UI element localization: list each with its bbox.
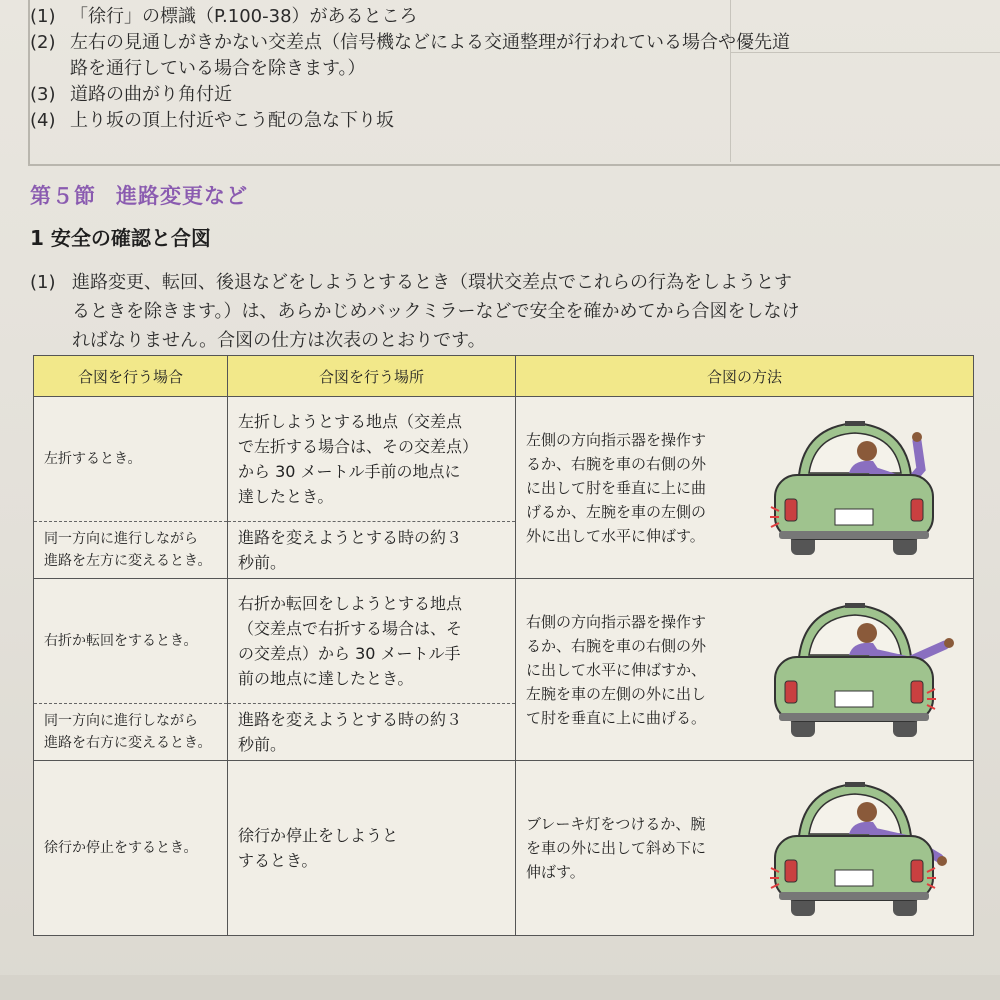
list-text: 道路の曲がり角付近 bbox=[70, 84, 232, 105]
method-line: げるか、左腕を車の左側の bbox=[526, 502, 707, 521]
method-line: て肘を垂直に上に曲げる。 bbox=[526, 708, 707, 727]
header-case: 合図を行う場合 bbox=[34, 356, 228, 397]
place-line: 徐行か停止をしようと bbox=[238, 826, 399, 845]
place-line: 進路を変えようとする時の約３ bbox=[238, 528, 463, 547]
case-line: 左折するとき。 bbox=[44, 451, 142, 467]
car-brake-signal-icon bbox=[769, 774, 959, 931]
car-right-signal-icon bbox=[769, 595, 959, 752]
method-cell bbox=[516, 579, 974, 761]
place-line: 進路を変えようとする時の約３ bbox=[238, 710, 463, 729]
section-number: 第５節 bbox=[30, 184, 96, 208]
place-line: 達したとき。 bbox=[238, 487, 334, 506]
method-line: ブレーキ灯をつけるか、腕 bbox=[526, 815, 706, 833]
method-line: 右側の方向指示器を操作す bbox=[526, 612, 707, 631]
place-line: 左折しようとする地点（交差点 bbox=[238, 412, 463, 431]
case-line: 同一方向に進行しながら bbox=[44, 713, 198, 729]
method-text bbox=[526, 428, 776, 548]
method-text bbox=[526, 610, 776, 730]
list-item bbox=[30, 4, 790, 30]
table-row bbox=[34, 761, 974, 936]
method-line: に出して肘を垂直に上に曲 bbox=[526, 478, 707, 497]
place-line: 秒前。 bbox=[238, 553, 287, 572]
car-left-signal-icon bbox=[769, 413, 959, 570]
table-row bbox=[34, 397, 974, 522]
place-line: 秒前。 bbox=[238, 735, 287, 754]
place-cell bbox=[228, 397, 516, 522]
table-header-row bbox=[34, 356, 974, 397]
method-line: 伸ばす。 bbox=[526, 863, 585, 881]
place-cell bbox=[228, 704, 516, 761]
signal-table bbox=[33, 355, 974, 936]
method-line: 左側の方向指示器を操作す bbox=[526, 430, 707, 449]
list-text: 上り坂の頂上付近やこう配の急な下り坂 bbox=[70, 110, 394, 131]
place-cell bbox=[228, 761, 516, 936]
case-line: 進路を右方に変えるとき。 bbox=[44, 735, 212, 751]
method-line: 左腕を車の左側の外に出し bbox=[526, 684, 707, 703]
previous-list bbox=[30, 4, 790, 134]
method-line: るか、右腕を車の右側の外 bbox=[526, 454, 707, 473]
list-text: 路を通行している場合を除きます。） bbox=[70, 58, 366, 79]
page-bottom-edge bbox=[0, 975, 1000, 1000]
case-cell bbox=[34, 704, 228, 761]
place-line: から 30 メートル手前の地点に bbox=[238, 462, 461, 481]
paragraph-line: ればなりません。合図の仕方は次表のとおりです。 bbox=[72, 330, 486, 351]
header-method: 合図の方法 bbox=[516, 356, 974, 397]
section-heading bbox=[30, 180, 248, 210]
case-line: 同一方向に進行しながら bbox=[44, 531, 198, 547]
list-item bbox=[30, 82, 790, 108]
list-item bbox=[30, 108, 790, 134]
place-line: するとき。 bbox=[238, 851, 318, 870]
list-number: (2) bbox=[30, 32, 56, 53]
method-cell bbox=[516, 397, 974, 579]
list-number: (1) bbox=[30, 6, 56, 27]
section-title: 進路変更など bbox=[116, 184, 248, 208]
place-line: の交差点）から 30 メートル手 bbox=[238, 644, 461, 663]
case-line: 徐行か停止をするとき。 bbox=[44, 840, 198, 856]
list-text: 「徐行」の標識（P.100-38）があるところ bbox=[70, 6, 418, 27]
list-number: (4) bbox=[30, 110, 56, 131]
method-line: るか、右腕を車の右側の外 bbox=[526, 636, 707, 655]
place-line: （交差点で右折する場合は、そ bbox=[238, 619, 463, 638]
method-cell bbox=[516, 761, 974, 936]
header-place: 合図を行う場所 bbox=[228, 356, 516, 397]
place-cell bbox=[228, 522, 516, 579]
case-line: 右折か転回をするとき。 bbox=[44, 633, 198, 649]
case-line: 進路を左方に変えるとき。 bbox=[44, 553, 212, 569]
place-line: で左折する場合は、その交差点） bbox=[238, 437, 479, 456]
paragraph-number: (1) bbox=[30, 272, 56, 293]
place-cell bbox=[228, 579, 516, 704]
list-item bbox=[30, 56, 790, 82]
table-row bbox=[34, 579, 974, 704]
case-cell bbox=[34, 579, 228, 704]
case-cell bbox=[34, 761, 228, 936]
method-line: に出して水平に伸ばすか、 bbox=[526, 660, 707, 679]
subheading: 1 安全の確認と合図 bbox=[30, 226, 211, 250]
place-line: 右折か転回をしようとする地点 bbox=[238, 594, 463, 613]
list-item bbox=[30, 30, 790, 56]
paragraph-line: るときを除きます。）は、あらかじめバックミラーなどで安全を確かめてから合図をしなけ bbox=[72, 301, 800, 322]
place-line: 前の地点に達したとき。 bbox=[238, 669, 414, 688]
list-number: (3) bbox=[30, 84, 56, 105]
list-text: 左右の見通しがきかない交差点（信号機などによる交通整理が行われている場合や優先道 bbox=[70, 32, 790, 53]
method-line: を車の外に出して斜め下に bbox=[526, 839, 707, 857]
method-text bbox=[526, 812, 776, 884]
method-line: 外に出して水平に伸ばす。 bbox=[526, 526, 705, 545]
case-cell bbox=[34, 397, 228, 522]
case-cell bbox=[34, 522, 228, 579]
paragraph-line: 進路変更、転回、後退などをしようとするとき（環状交差点でこれらの行為をしようとす bbox=[72, 272, 792, 293]
intro-paragraph bbox=[30, 268, 980, 355]
